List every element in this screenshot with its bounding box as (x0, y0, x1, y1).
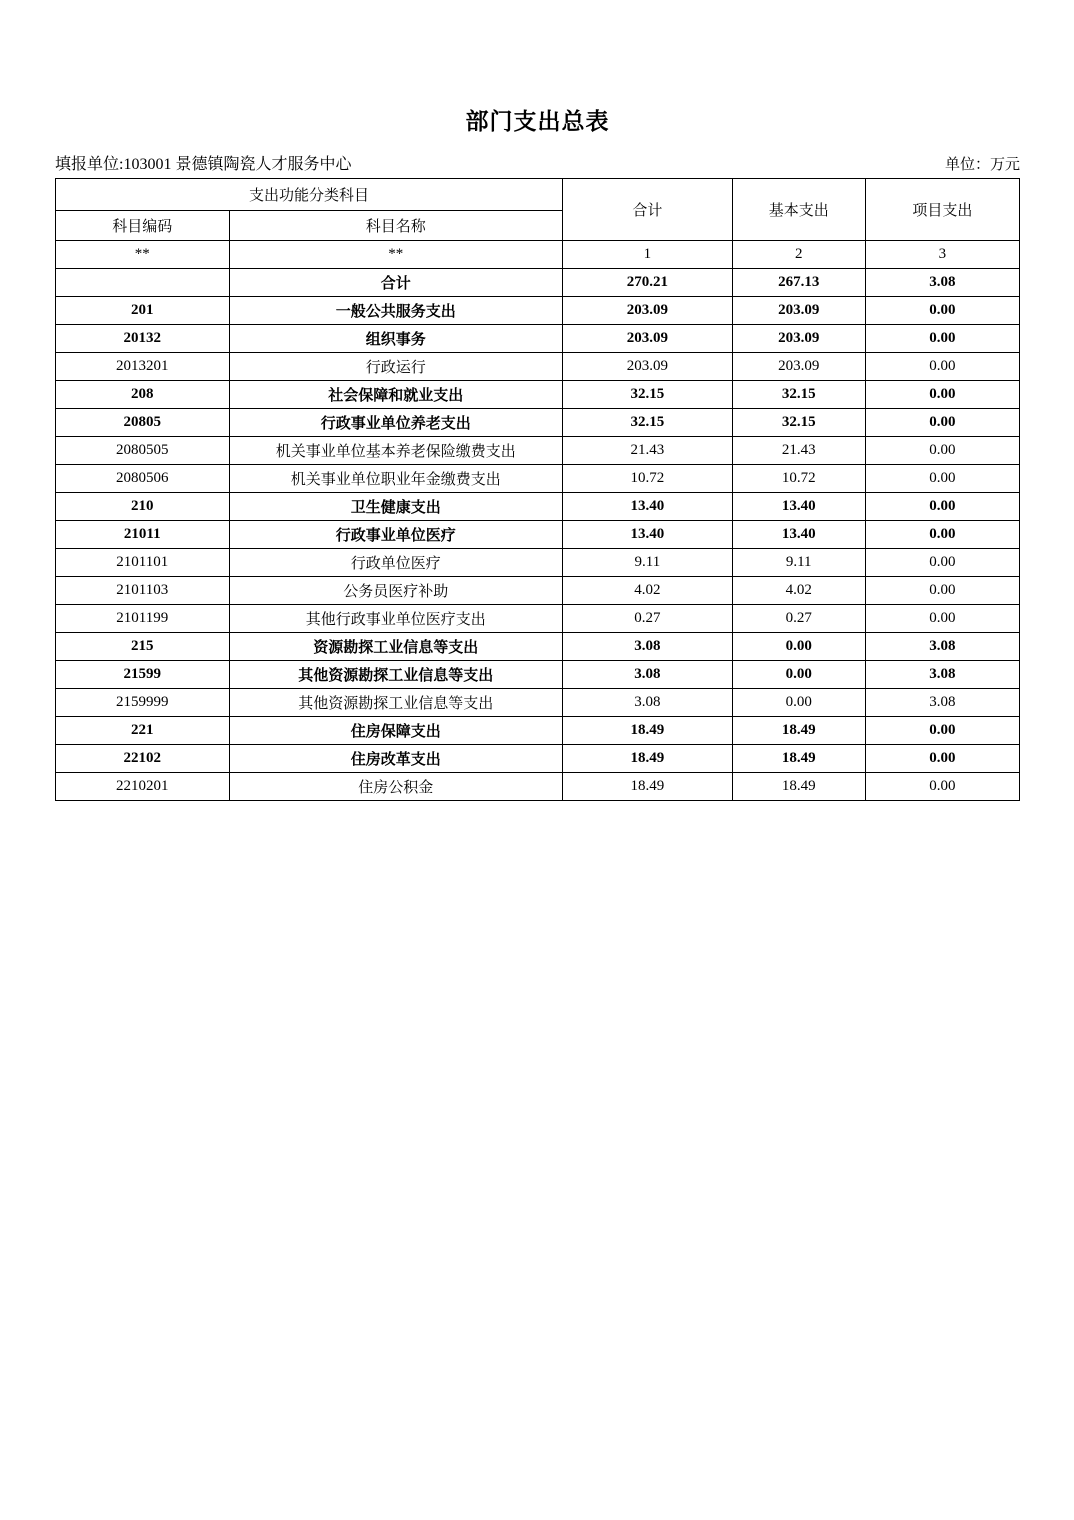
reporting-unit-label: 填报单位:103001 景德镇陶瓷人才服务中心 (55, 155, 352, 173)
cell-project-expenditure: 0.00 (865, 324, 1019, 352)
table-body (56, 240, 1020, 800)
table-row (56, 240, 1020, 268)
table-row (56, 576, 1020, 604)
table-row (56, 352, 1020, 380)
cell-total: 18.49 (563, 716, 733, 744)
cell-subject-name: 合计 (229, 268, 563, 296)
table-row (56, 464, 1020, 492)
cell-subject-code: 2210201 (56, 772, 230, 800)
cell-subject-name: 机关事业单位基本养老保险缴费支出 (229, 436, 563, 464)
cell-total: 3.08 (563, 632, 733, 660)
cell-subject-code: 2101199 (56, 604, 230, 632)
cell-project-expenditure: 3 (865, 240, 1019, 268)
cell-basic-expenditure: 13.40 (732, 520, 865, 548)
cell-basic-expenditure: 4.02 (732, 576, 865, 604)
cell-basic-expenditure: 9.11 (732, 548, 865, 576)
cell-total: 32.15 (563, 380, 733, 408)
cell-subject-code: 2159999 (56, 688, 230, 716)
header-function-classification: 支出功能分类科目 (56, 178, 563, 210)
cell-project-expenditure: 3.08 (865, 688, 1019, 716)
cell-basic-expenditure: 203.09 (732, 324, 865, 352)
cell-basic-expenditure: 0.00 (732, 632, 865, 660)
cell-project-expenditure: 0.00 (865, 296, 1019, 324)
cell-basic-expenditure: 0.27 (732, 604, 865, 632)
cell-subject-name: 一般公共服务支出 (229, 296, 563, 324)
cell-subject-code: 2080505 (56, 436, 230, 464)
cell-subject-code: 210 (56, 492, 230, 520)
cell-project-expenditure: 3.08 (865, 660, 1019, 688)
cell-subject-code: 20132 (56, 324, 230, 352)
cell-subject-name: 组织事务 (229, 324, 563, 352)
cell-subject-name: 其他行政事业单位医疗支出 (229, 604, 563, 632)
table-row (56, 604, 1020, 632)
cell-project-expenditure: 0.00 (865, 436, 1019, 464)
cell-subject-code (56, 268, 230, 296)
cell-basic-expenditure: 267.13 (732, 268, 865, 296)
cell-total: 3.08 (563, 660, 733, 688)
cell-basic-expenditure: 0.00 (732, 660, 865, 688)
cell-basic-expenditure: 203.09 (732, 352, 865, 380)
table-row (56, 492, 1020, 520)
table-row (56, 744, 1020, 772)
cell-total: 32.15 (563, 408, 733, 436)
cell-basic-expenditure: 18.49 (732, 716, 865, 744)
cell-subject-code: 2080506 (56, 464, 230, 492)
cell-subject-code: 215 (56, 632, 230, 660)
cell-total: 18.49 (563, 772, 733, 800)
cell-total: 21.43 (563, 436, 733, 464)
cell-subject-code: 208 (56, 380, 230, 408)
cell-subject-name: 行政事业单位养老支出 (229, 408, 563, 436)
cell-subject-name: 卫生健康支出 (229, 492, 563, 520)
cell-basic-expenditure: 13.40 (732, 492, 865, 520)
cell-subject-name: 行政事业单位医疗 (229, 520, 563, 548)
cell-project-expenditure: 3.08 (865, 632, 1019, 660)
header-project-expenditure: 项目支出 (865, 178, 1019, 240)
cell-project-expenditure: 0.00 (865, 352, 1019, 380)
cell-basic-expenditure: 21.43 (732, 436, 865, 464)
cell-subject-code: 221 (56, 716, 230, 744)
cell-subject-name: 住房公积金 (229, 772, 563, 800)
cell-total: 1 (563, 240, 733, 268)
cell-subject-code: 21599 (56, 660, 230, 688)
cell-subject-name: 社会保障和就业支出 (229, 380, 563, 408)
table-header (56, 178, 1020, 240)
table-row (56, 324, 1020, 352)
header-subject-code: 科目编码 (56, 210, 230, 240)
cell-basic-expenditure: 203.09 (732, 296, 865, 324)
header-row-group (56, 178, 1020, 210)
cell-subject-name: 其他资源勘探工业信息等支出 (229, 660, 563, 688)
cell-project-expenditure: 3.08 (865, 268, 1019, 296)
meta-row (55, 151, 1020, 174)
cell-basic-expenditure: 0.00 (732, 688, 865, 716)
cell-project-expenditure: 0.00 (865, 716, 1019, 744)
cell-total: 0.27 (563, 604, 733, 632)
currency-unit-label: 单位：万元 (944, 156, 1020, 173)
table-row (56, 408, 1020, 436)
cell-total: 10.72 (563, 464, 733, 492)
table-row (56, 268, 1020, 296)
expenditure-table (55, 178, 1020, 801)
cell-total: 203.09 (563, 296, 733, 324)
table-row (56, 688, 1020, 716)
table-row (56, 632, 1020, 660)
cell-project-expenditure: 0.00 (865, 744, 1019, 772)
cell-basic-expenditure: 18.49 (732, 772, 865, 800)
cell-subject-name: 公务员医疗补助 (229, 576, 563, 604)
cell-basic-expenditure: 32.15 (732, 380, 865, 408)
cell-total: 13.40 (563, 492, 733, 520)
header-basic-expenditure: 基本支出 (732, 178, 865, 240)
table-row (56, 296, 1020, 324)
cell-subject-code: 20805 (56, 408, 230, 436)
cell-total: 203.09 (563, 324, 733, 352)
table-row (56, 520, 1020, 548)
cell-total: 18.49 (563, 744, 733, 772)
table-row (56, 436, 1020, 464)
table-row (56, 716, 1020, 744)
cell-subject-code: 2101103 (56, 576, 230, 604)
table-row (56, 548, 1020, 576)
cell-subject-code: ** (56, 240, 230, 268)
cell-subject-code: 2013201 (56, 352, 230, 380)
header-subject-name: 科目名称 (229, 210, 563, 240)
cell-subject-name: 其他资源勘探工业信息等支出 (229, 688, 563, 716)
header-total: 合计 (563, 178, 733, 240)
cell-subject-code: 201 (56, 296, 230, 324)
cell-subject-name: 机关事业单位职业年金缴费支出 (229, 464, 563, 492)
cell-basic-expenditure: 18.49 (732, 744, 865, 772)
cell-project-expenditure: 0.00 (865, 408, 1019, 436)
cell-subject-name: 行政运行 (229, 352, 563, 380)
cell-total: 203.09 (563, 352, 733, 380)
cell-project-expenditure: 0.00 (865, 772, 1019, 800)
page-title: 部门支出总表 (465, 109, 610, 134)
cell-subject-name: 资源勘探工业信息等支出 (229, 632, 563, 660)
cell-project-expenditure: 0.00 (865, 464, 1019, 492)
cell-total: 13.40 (563, 520, 733, 548)
cell-subject-name: ** (229, 240, 563, 268)
cell-project-expenditure: 0.00 (865, 604, 1019, 632)
cell-total: 9.11 (563, 548, 733, 576)
cell-project-expenditure: 0.00 (865, 520, 1019, 548)
cell-subject-code: 2101101 (56, 548, 230, 576)
table-row (56, 380, 1020, 408)
cell-subject-name: 住房改革支出 (229, 744, 563, 772)
cell-total: 270.21 (563, 268, 733, 296)
cell-project-expenditure: 0.00 (865, 380, 1019, 408)
cell-subject-name: 行政单位医疗 (229, 548, 563, 576)
cell-basic-expenditure: 2 (732, 240, 865, 268)
cell-project-expenditure: 0.00 (865, 492, 1019, 520)
cell-basic-expenditure: 10.72 (732, 464, 865, 492)
cell-project-expenditure: 0.00 (865, 548, 1019, 576)
cell-subject-name: 住房保障支出 (229, 716, 563, 744)
cell-total: 3.08 (563, 688, 733, 716)
table-row (56, 772, 1020, 800)
cell-basic-expenditure: 32.15 (732, 408, 865, 436)
cell-project-expenditure: 0.00 (865, 576, 1019, 604)
cell-subject-code: 22102 (56, 744, 230, 772)
cell-total: 4.02 (563, 576, 733, 604)
cell-subject-code: 21011 (56, 520, 230, 548)
table-row (56, 660, 1020, 688)
